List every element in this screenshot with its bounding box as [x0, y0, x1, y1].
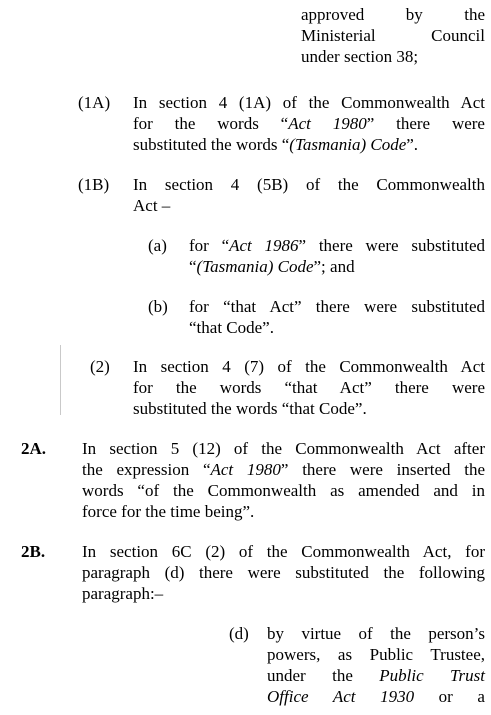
paragraph-label: (b): [148, 297, 168, 316]
paragraph-label: (a): [148, 236, 167, 255]
section-text-line: the expression “Act 1980” there were inserted the: [82, 460, 485, 479]
paragraph-text-line: Office Act 1930 or a: [267, 687, 485, 706]
section-number: 2A.: [21, 439, 47, 458]
subsection-number: (1B): [78, 175, 110, 194]
fragment-line: approved by the: [301, 5, 485, 24]
subsection-text-line: In section 4 (5B) of the Commonwealth: [133, 175, 485, 194]
subsection-text-line: substituted the words “(Tasmania) Code”.: [133, 135, 419, 154]
paragraph-label: (d): [229, 624, 249, 643]
paragraph-text-line: by virtue of the person’s: [267, 624, 485, 643]
section-text-line: In section 5 (12) of the Commonwealth Act after: [82, 439, 485, 458]
fragment-line: Ministerial Council: [301, 26, 485, 45]
section-text-line: paragraph (d) there were substituted the following: [82, 563, 485, 582]
subsection-text-line: for the words “Act 1980” there were: [133, 114, 485, 133]
margin-rule: [60, 345, 61, 415]
section-text-line: force for the time being”.: [82, 502, 255, 521]
subsection-text-line: In section 4 (1A) of the Commonwealth Act: [133, 93, 485, 112]
subsection-text-line: In section 4 (7) of the Commonwealth Act: [133, 357, 485, 376]
fragment-line: under section 38;: [301, 47, 419, 66]
section-text-line: paragraph:–: [82, 584, 164, 603]
section-text-line: words “of the Commonwealth as amended and in: [82, 481, 485, 500]
paragraph-text-line: for “Act 1986” there were substituted: [189, 236, 485, 255]
paragraph-text-line: “that Code”.: [189, 318, 274, 337]
subsection-text-line: Act –: [133, 196, 171, 215]
subsection-text-line: substituted the words “that Code”.: [133, 399, 367, 418]
paragraph-text-line: for “that Act” there were substituted: [189, 297, 485, 316]
paragraph-text-line: powers, as Public Trustee,: [267, 645, 485, 664]
section-number: 2B.: [21, 542, 46, 561]
paragraph-text-line: under the Public Trust: [267, 666, 485, 685]
section-text-line: In section 6C (2) of the Commonwealth Act, for: [82, 542, 485, 561]
subsection-number: (2): [90, 357, 110, 376]
subsection-text-line: for the words “that Act” there were: [133, 378, 485, 397]
paragraph-text-line: “(Tasmania) Code”; and: [189, 257, 355, 276]
subsection-number: (1A): [78, 93, 111, 112]
